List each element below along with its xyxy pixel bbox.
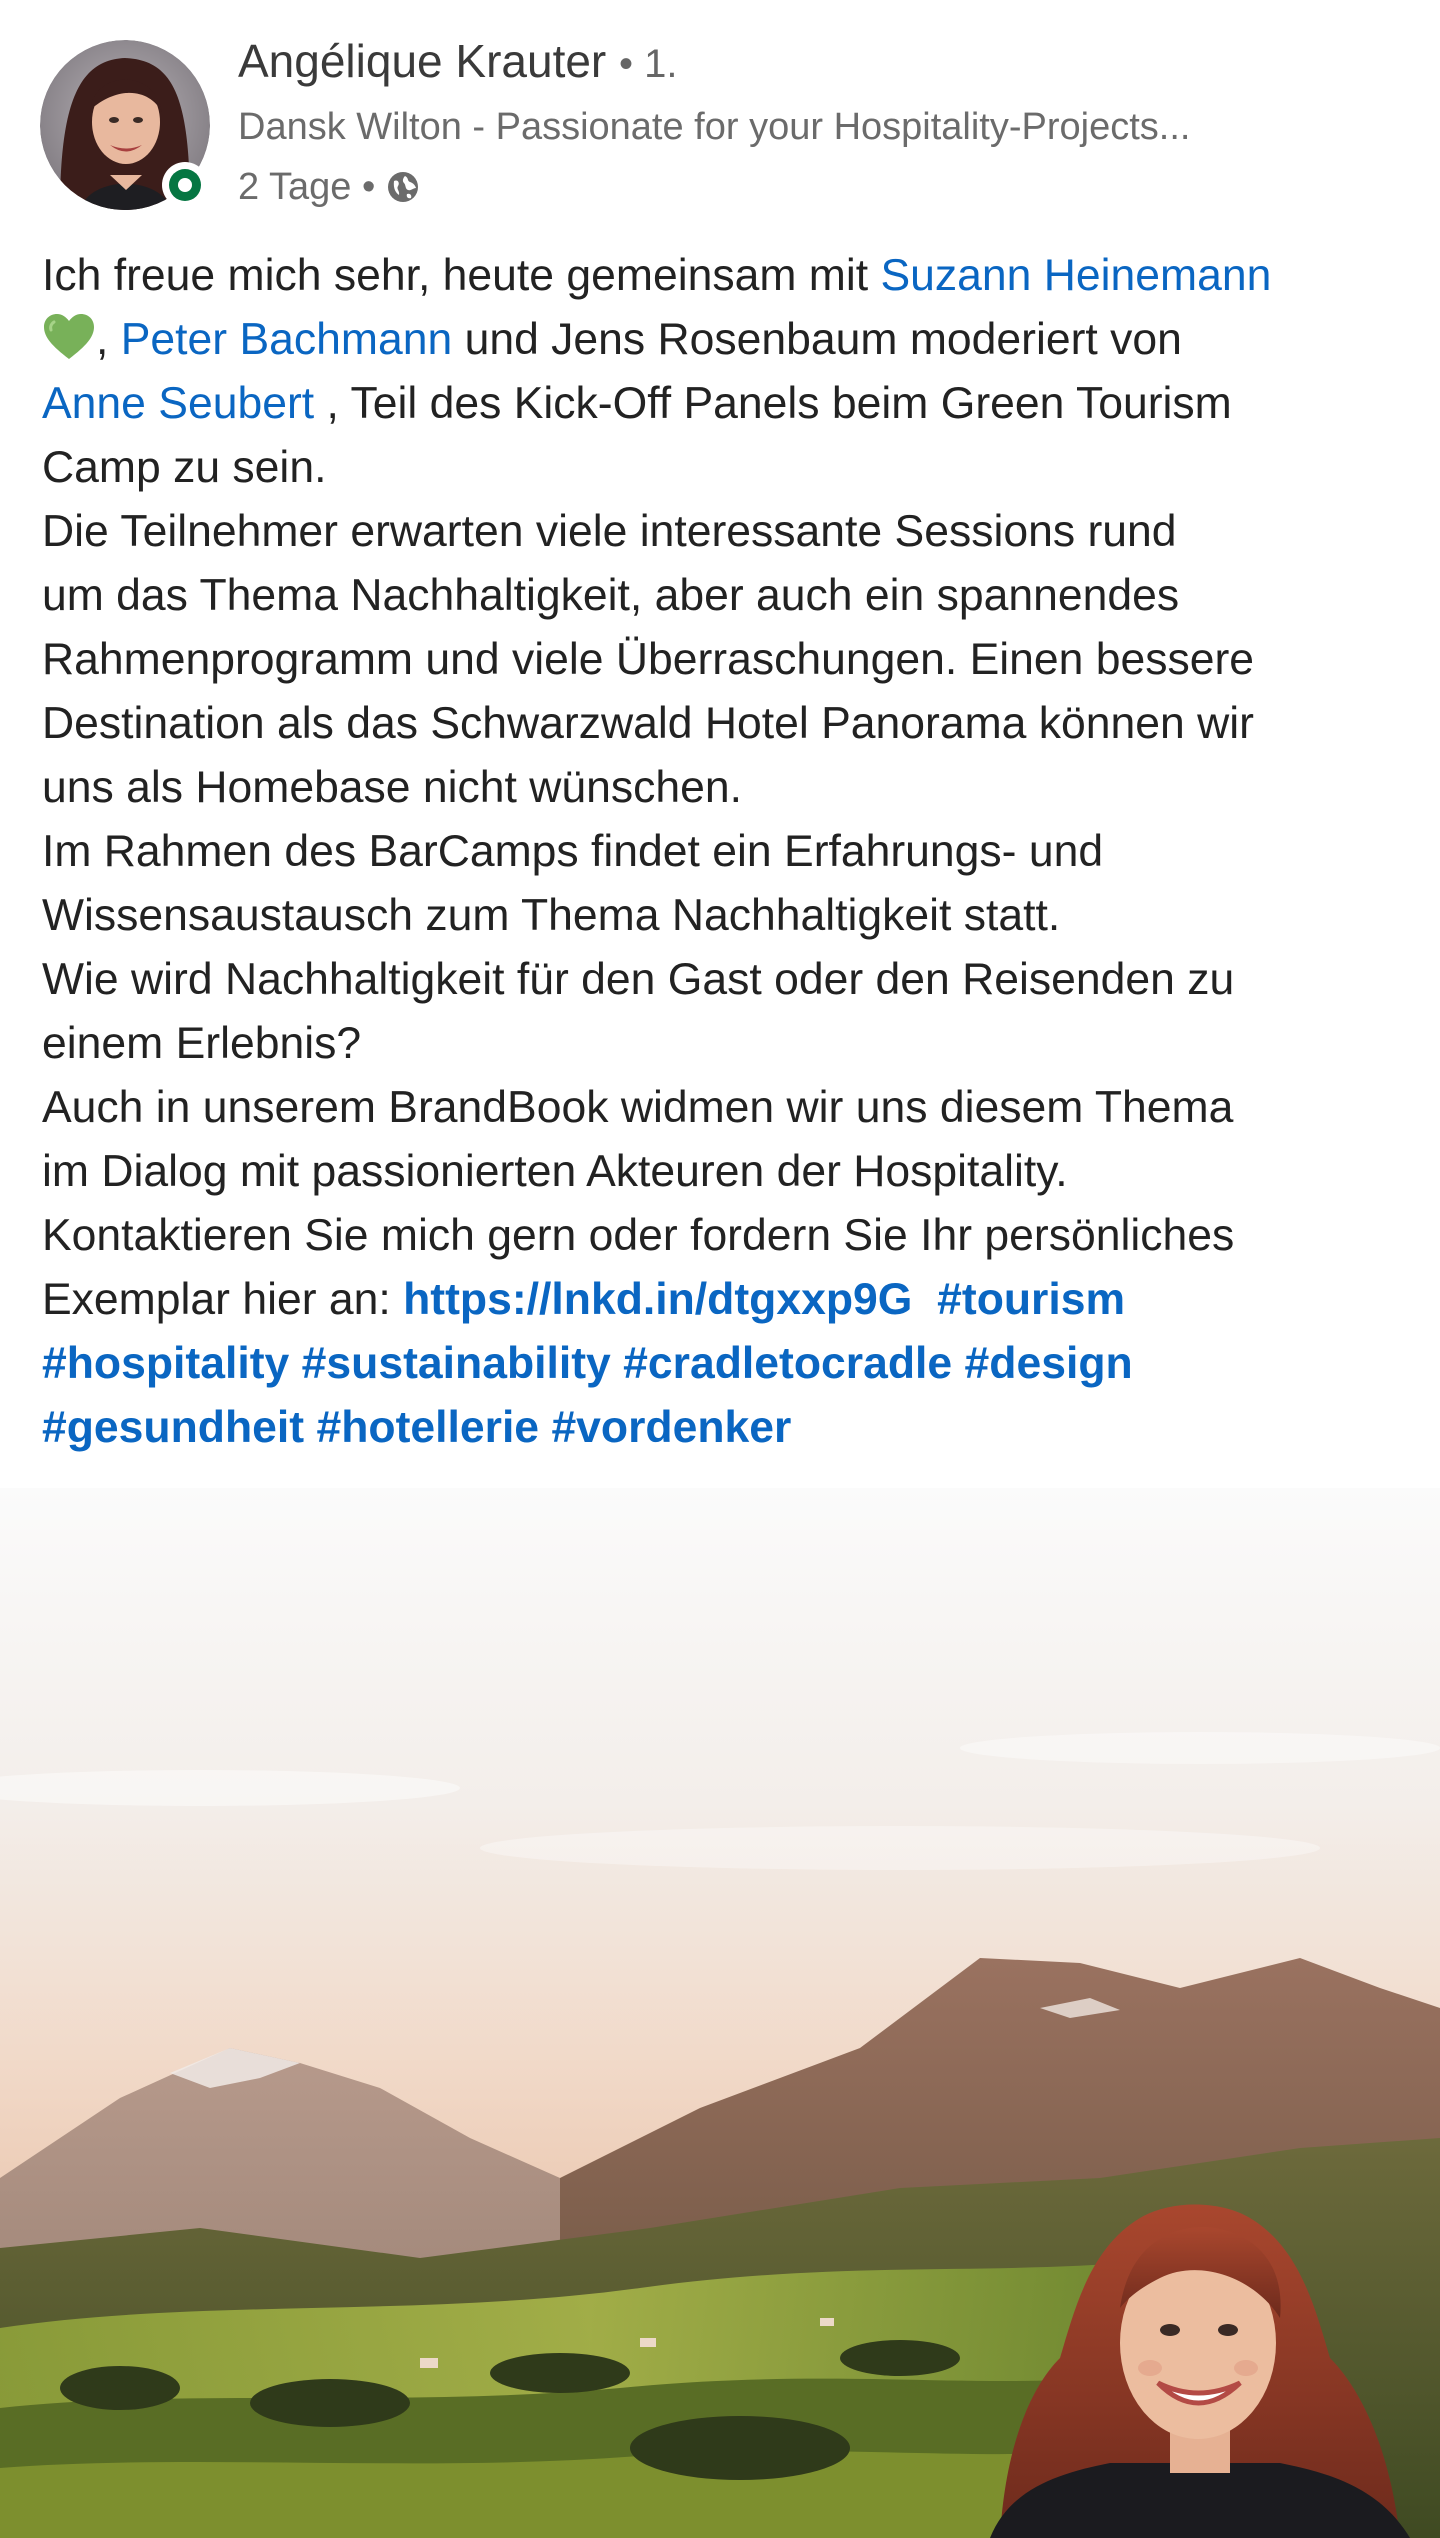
hashtag-hotellerie[interactable]: #hotellerie	[316, 1403, 540, 1452]
mention-peter-bachmann[interactable]: Peter Bachmann	[120, 315, 453, 364]
online-status-icon	[162, 162, 208, 208]
post-link[interactable]: https://lnkd.in/dtgxxp9G	[403, 1275, 913, 1324]
post-line-3: Anne Seubert , Teil des Kick-Off Panels beim Green Tourism	[42, 379, 1232, 428]
green-heart-icon	[42, 312, 96, 362]
hashtag-hospitality[interactable]: #hospitality	[42, 1339, 290, 1388]
author-headline: Dansk Wilton - Passionate for your Hospitality-Projects...	[238, 106, 1191, 148]
post-header	[0, 0, 1440, 220]
mention-anne-seubert[interactable]: Anne Seubert	[42, 379, 315, 428]
post-line-18	[42, 1332, 1412, 1396]
post-image[interactable]	[0, 1488, 1440, 2538]
hashtag-sustainability[interactable]: #sustainability	[301, 1339, 611, 1388]
hashtag-gesundheit[interactable]: #gesundheit	[42, 1403, 305, 1452]
hashtag-design[interactable]: #design	[964, 1339, 1133, 1388]
author-avatar[interactable]	[40, 40, 210, 210]
globe-icon	[385, 169, 421, 205]
post-meta	[238, 160, 421, 214]
hashtag-tourism[interactable]: #tourism	[937, 1275, 1126, 1324]
post-body	[42, 244, 1412, 1460]
post-line-11: Wissensaustausch zum Thema Nachhaltigkeit statt.	[42, 891, 1061, 940]
author-name-text[interactable]: Angélique Krauter	[238, 35, 607, 87]
post-time: 2 Tage •	[238, 166, 376, 208]
author-name[interactable]	[238, 30, 678, 95]
post-line-14: Auch in unserem BrandBook widmen wir uns diesem Thema	[42, 1083, 1234, 1132]
post-line-5: Die Teilnehmer erwarten viele interessante Sessions rund	[42, 507, 1177, 556]
hashtag-cradletocradle[interactable]: #cradletocradle	[623, 1339, 953, 1388]
mention-suzann-heinemann[interactable]: Suzann Heinemann	[880, 251, 1272, 300]
post-line-2: , Peter Bachmann und Jens Rosenbaum moderiert von	[42, 308, 1412, 372]
post-line-6: um das Thema Nachhaltigkeit, aber auch ein spannendes	[42, 571, 1180, 620]
connection-degree: • 1.	[619, 42, 678, 86]
post-line-16: Kontaktieren Sie mich gern oder fordern Sie Ihr persönliches	[42, 1211, 1235, 1260]
post-line-12: Wie wird Nachhaltigkeit für den Gast oder den Reisenden zu	[42, 955, 1235, 1004]
post-line-13: einem Erlebnis?	[42, 1019, 362, 1068]
post-line-7: Rahmenprogramm und viele Überraschungen. Einen bessere	[42, 635, 1255, 684]
mountain-landscape-photo	[0, 1488, 1440, 2538]
post-line-1: Ich freue mich sehr, heute gemeinsam mit Suzann Heinemann	[42, 251, 1272, 300]
post-line-4: Camp zu sein.	[42, 443, 327, 492]
post-line-9: uns als Homebase nicht wünschen.	[42, 763, 743, 812]
post-line-10: Im Rahmen des BarCamps findet ein Erfahrungs- und	[42, 827, 1104, 876]
post-line-17: Exemplar hier an: https://lnkd.in/dtgxxp9G #tourism	[42, 1275, 1126, 1324]
post-line-15: im Dialog mit passionierten Akteuren der Hospitality.	[42, 1147, 1068, 1196]
hashtag-vordenker[interactable]: #vordenker	[551, 1403, 792, 1452]
post-line-8: Destination als das Schwarzwald Hotel Panorama können wir	[42, 699, 1254, 748]
post-line-19	[42, 1396, 1412, 1460]
